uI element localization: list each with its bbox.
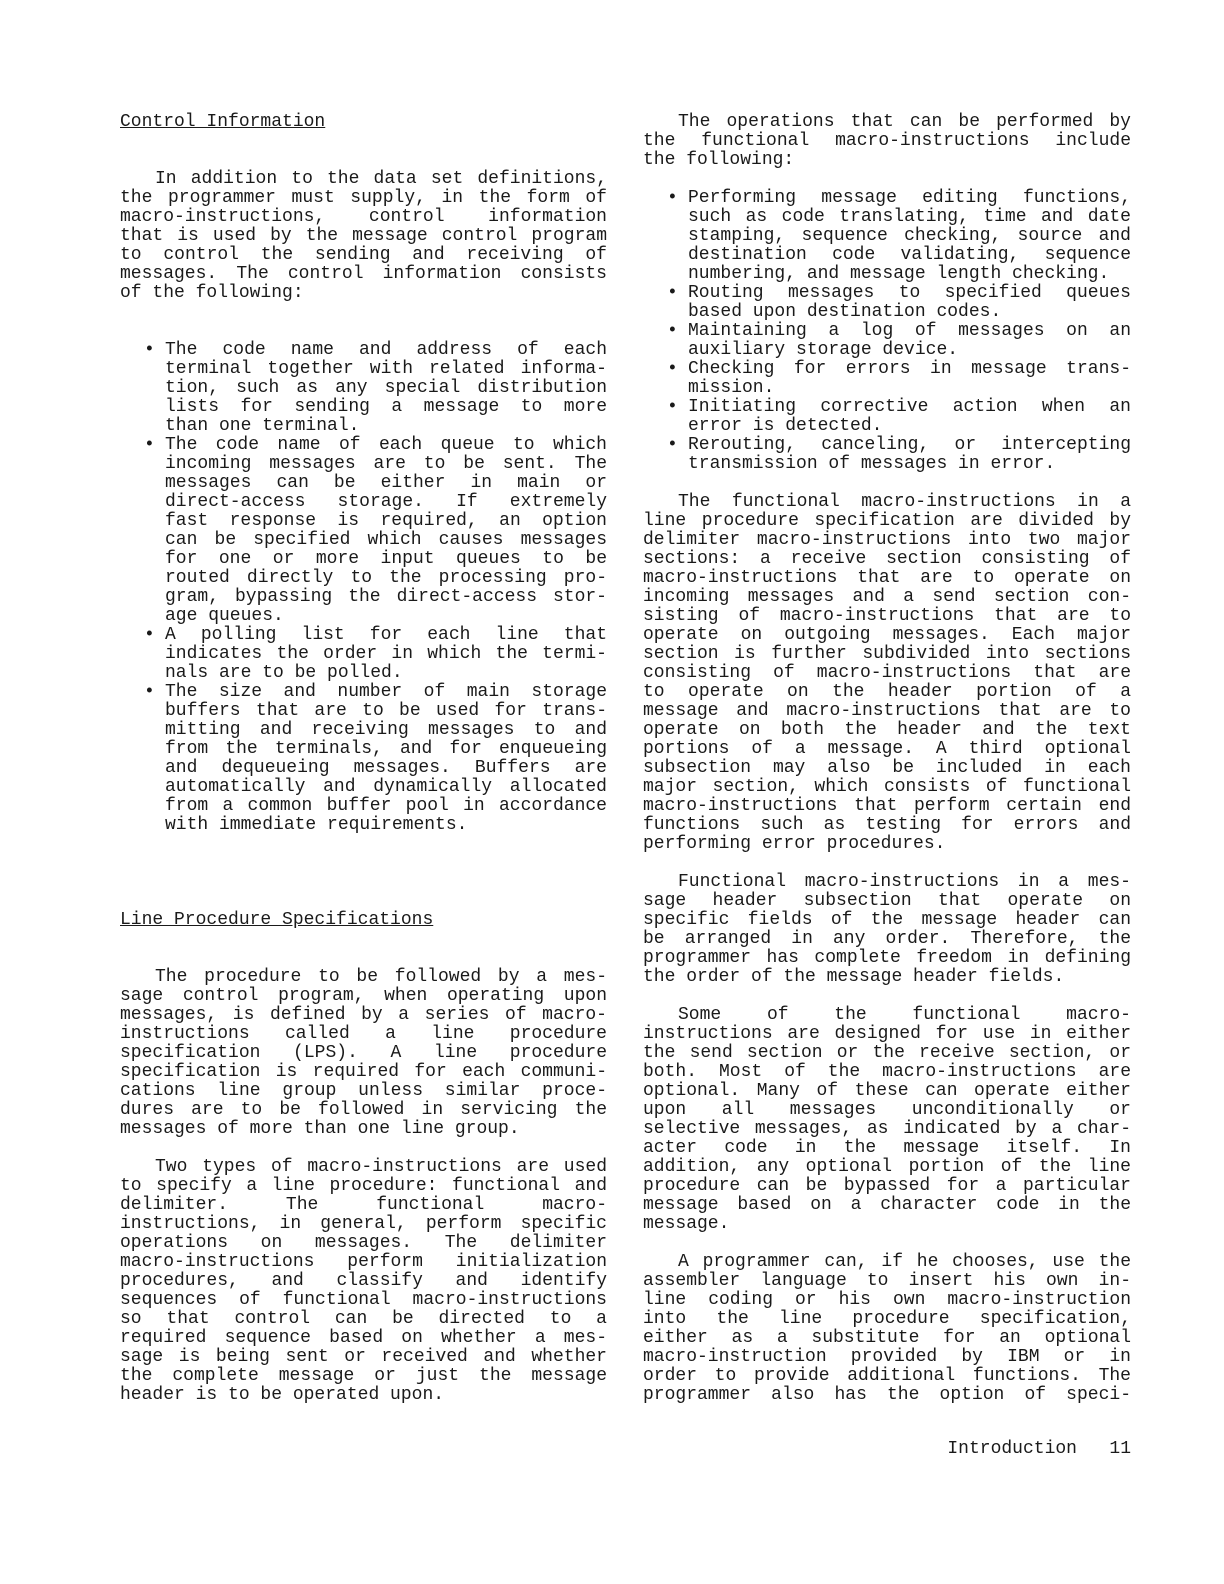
bullet-item: [120, 341, 607, 436]
text-line: header is to be operated upon.: [120, 1385, 445, 1405]
text-line: from a common buffer pool in accordance: [165, 796, 607, 816]
blank-line: [643, 1234, 1131, 1253]
text-line: specific fields of the message header can: [643, 910, 1131, 930]
bullet-item: [643, 360, 1131, 398]
text-line: addition, any optional portion of the line: [643, 1157, 1131, 1177]
bullet-list: [643, 189, 1131, 474]
text-line: specification is required for each communi-: [120, 1062, 607, 1082]
blank-line: [120, 892, 607, 911]
text-line: with immediate requirements.: [165, 815, 468, 835]
text-line: • Checking for errors in message trans-: [643, 360, 1131, 379]
text-line: that is used by the message control program: [120, 226, 607, 246]
text-line: The functional macro-instructions in a: [678, 492, 1131, 512]
blank-line: [643, 474, 1131, 493]
text-line: • A polling list for each line that: [120, 626, 607, 645]
text-line: so that control can be directed to a: [120, 1309, 607, 1329]
text-line: mitting and receiving messages to and: [165, 720, 607, 740]
text-line: functions such as testing for errors and: [643, 815, 1131, 835]
text-line: the complete message or just the message: [120, 1366, 607, 1386]
text-line: macro-instructions perform initialization: [120, 1252, 607, 1272]
text-line: indicates the order in which the termi-: [165, 644, 607, 664]
text-line: instructions, in general, perform specific: [120, 1214, 607, 1234]
paragraph: [643, 113, 1131, 170]
text-line: Functional macro-instructions in a mes-: [678, 872, 1131, 892]
text-line: nals are to be polled.: [165, 663, 403, 683]
text-line: Two types of macro-instructions are used: [155, 1157, 607, 1177]
text-line: • The code name and address of each: [120, 341, 607, 360]
bullet-item: [643, 398, 1131, 436]
blank-line: [643, 987, 1131, 1006]
text-line: programmer has complete freedom in defining: [643, 948, 1131, 968]
blank-line: [120, 835, 607, 854]
text-line: either as a substitute for an optional: [643, 1328, 1131, 1348]
text-line: for one or more input queues to be: [165, 549, 607, 569]
text-line: sage control program, when operating upon: [120, 986, 607, 1006]
text-line: messages, is defined by a series of macro-: [120, 1005, 607, 1025]
bullet-item: [643, 322, 1131, 360]
bullet-item: [120, 683, 607, 835]
text-line: sisting of macro-instructions that are to: [643, 606, 1131, 626]
text-line: • Routing messages to specified queues: [643, 284, 1131, 303]
text-line: be arranged in any order. Therefore, the: [643, 929, 1131, 949]
text-line: message and macro-instructions that are to: [643, 701, 1131, 721]
section-heading: Control Information: [120, 112, 326, 132]
paragraph: [120, 1158, 607, 1405]
text-line: sage header subsection that operate on: [643, 891, 1131, 911]
text-line: numbering, and message length checking.: [688, 264, 1110, 284]
page-footer: [947, 1440, 1131, 1459]
text-line: macro-instructions that perform certain end: [643, 796, 1131, 816]
footer-section: Introduction: [947, 1439, 1077, 1459]
bullet-list: [120, 341, 607, 835]
blank-line: [120, 132, 607, 151]
text-line: incoming messages are to be sent. The: [165, 454, 607, 474]
text-line: The procedure to be followed by a mes-: [155, 967, 607, 987]
blank-line: [120, 1139, 607, 1158]
text-line: lists for sending a message to more: [165, 397, 607, 417]
text-line: line coding or his own macro-instruction: [643, 1290, 1131, 1310]
text-line: major section, which consists of functional: [643, 777, 1131, 797]
text-line: buffers that are to be used for trans-: [165, 701, 607, 721]
right-column: [643, 113, 1131, 1405]
blank-line: [120, 873, 607, 892]
text-line: procedure can be bypassed for a particular: [643, 1176, 1131, 1196]
blank-line: [643, 170, 1131, 189]
text-line: • Rerouting, canceling, or intercepting: [643, 436, 1131, 455]
text-line: auxiliary storage device.: [688, 340, 959, 360]
paragraph: [643, 873, 1131, 987]
left-column: [120, 113, 607, 1405]
text-line: consisting of macro-instructions that are: [643, 663, 1131, 683]
text-line: acter code in the message itself. In: [643, 1138, 1131, 1158]
text-line: age queues.: [165, 606, 284, 626]
bullet-item: [643, 284, 1131, 322]
blank-line: [120, 303, 607, 322]
blank-line: [120, 322, 607, 341]
text-line: messages. The control information consists: [120, 264, 607, 284]
text-line: • Initiating corrective action when an: [643, 398, 1131, 417]
text-line: tion, such as any special distribution: [165, 378, 607, 398]
text-line: sequences of functional macro-instructions: [120, 1290, 607, 1310]
text-line: delimiter. The functional macro-: [120, 1195, 607, 1215]
text-line: destination code validating, sequence: [688, 245, 1131, 265]
paragraph: [120, 170, 607, 303]
text-line: programmer also has the option of speci-: [643, 1385, 1131, 1405]
text-line: instructions called a line procedure: [120, 1024, 607, 1044]
text-line: The operations that can be performed by: [678, 112, 1131, 132]
text-line: cations line group unless similar proce-: [120, 1081, 607, 1101]
text-line: required sequence based on whether a mes-: [120, 1328, 607, 1348]
text-line: operate on outgoing messages. Each major: [643, 625, 1131, 645]
text-line: • Maintaining a log of messages on an: [643, 322, 1131, 341]
text-line: the send section or the receive section, or: [643, 1043, 1131, 1063]
text-line: to operate on the header portion of a: [643, 682, 1131, 702]
text-line: specification (LPS). A line procedure: [120, 1043, 607, 1063]
text-line: mission.: [688, 378, 775, 398]
text-line: such as code translating, time and date: [688, 207, 1131, 227]
text-line: • Performing message editing functions,: [643, 189, 1131, 208]
text-line: automatically and dynamically allocated: [165, 777, 607, 797]
blank-line: [120, 854, 607, 873]
text-line: line procedure specification are divided by: [643, 511, 1131, 531]
text-line: section is further subdivided into sections: [643, 644, 1131, 664]
text-line: to control the sending and receiving of: [120, 245, 607, 265]
text-line: based upon destination codes.: [688, 302, 1002, 322]
text-line: optional. Many of these can operate either: [643, 1081, 1131, 1101]
blank-line: [120, 930, 607, 949]
text-line: from the terminals, and for enqueueing: [165, 739, 607, 759]
blank-line: [643, 854, 1131, 873]
text-line: portions of a message. A third optional: [643, 739, 1131, 759]
text-line: sections: a receive section consisting of: [643, 549, 1131, 569]
text-line: to specify a line procedure: functional and: [120, 1176, 607, 1196]
text-line: sage is being sent or received and whether: [120, 1347, 607, 1367]
text-line: than one terminal.: [165, 416, 360, 436]
page-number: 11: [1109, 1439, 1131, 1459]
text-line: operations on messages. The delimiter: [120, 1233, 607, 1253]
text-line: macro-instructions that are to operate on: [643, 568, 1131, 588]
text-line: error is detected.: [688, 416, 883, 436]
text-line: messages can be either in main or: [165, 473, 607, 493]
text-line: terminal together with related informa-: [165, 359, 607, 379]
text-line: message based on a character code in the: [643, 1195, 1131, 1215]
bullet-item: [643, 436, 1131, 474]
section-heading: Line Procedure Specifications: [120, 910, 434, 930]
text-line: Some of the functional macro-: [678, 1005, 1131, 1025]
text-line: transmission of messages in error.: [688, 454, 1056, 474]
text-line: operate on both the header and the text: [643, 720, 1131, 740]
blank-line: [120, 151, 607, 170]
text-line: macro-instructions, control information: [120, 207, 607, 227]
text-line: performing error procedures.: [643, 834, 946, 854]
paragraph: [643, 493, 1131, 854]
bullet-item: [643, 189, 1131, 284]
text-line: incoming messages and a send section con-: [643, 587, 1131, 607]
bullet-item: [120, 626, 607, 683]
text-line: message.: [643, 1214, 730, 1234]
text-line: can be specified which causes messages: [165, 530, 607, 550]
text-line: fast response is required, an option: [165, 511, 607, 531]
paragraph: [643, 1253, 1131, 1405]
text-line: macro-instruction provided by IBM or in: [643, 1347, 1131, 1367]
text-line: In addition to the data set definitions,: [155, 169, 607, 189]
text-line: the programmer must supply, in the form of: [120, 188, 607, 208]
paragraph: [643, 1006, 1131, 1234]
text-line: routed directly to the processing pro-: [165, 568, 607, 588]
text-line: direct-access storage. If extremely: [165, 492, 607, 512]
text-line: both. Most of the macro-instructions are: [643, 1062, 1131, 1082]
text-line: instructions are designed for use in either: [643, 1024, 1131, 1044]
text-line: procedures, and classify and identify: [120, 1271, 607, 1291]
text-line: selective messages, as indicated by a char-: [643, 1119, 1131, 1139]
bullet-item: [120, 436, 607, 626]
blank-line: [120, 949, 607, 968]
text-line: subsection may also be included in each: [643, 758, 1131, 778]
text-line: the functional macro-instructions include: [643, 131, 1131, 151]
text-line: assembler language to insert his own in-: [643, 1271, 1131, 1291]
text-line: stamping, sequence checking, source and: [688, 226, 1131, 246]
text-line: • The code name of each queue to which: [120, 436, 607, 455]
text-line: • The size and number of main storage: [120, 683, 607, 702]
text-line: the order of the message header fields.: [643, 967, 1065, 987]
text-line: into the line procedure specification,: [643, 1309, 1131, 1329]
text-line: the following:: [643, 150, 795, 170]
text-line: order to provide additional functions. The: [643, 1366, 1131, 1386]
text-line: dures are to be followed in servicing the: [120, 1100, 607, 1120]
text-line: messages of more than one line group.: [120, 1119, 520, 1139]
text-line: upon all messages unconditionally or: [643, 1100, 1131, 1120]
paragraph: [120, 968, 607, 1139]
text-line: delimiter macro-instructions into two major: [643, 530, 1131, 550]
text-line: A programmer can, if he chooses, use the: [678, 1252, 1131, 1272]
text-line: of the following:: [120, 283, 304, 303]
text-line: gram, bypassing the direct-access stor-: [165, 587, 607, 607]
text-line: and dequeueing messages. Buffers are: [165, 758, 607, 778]
